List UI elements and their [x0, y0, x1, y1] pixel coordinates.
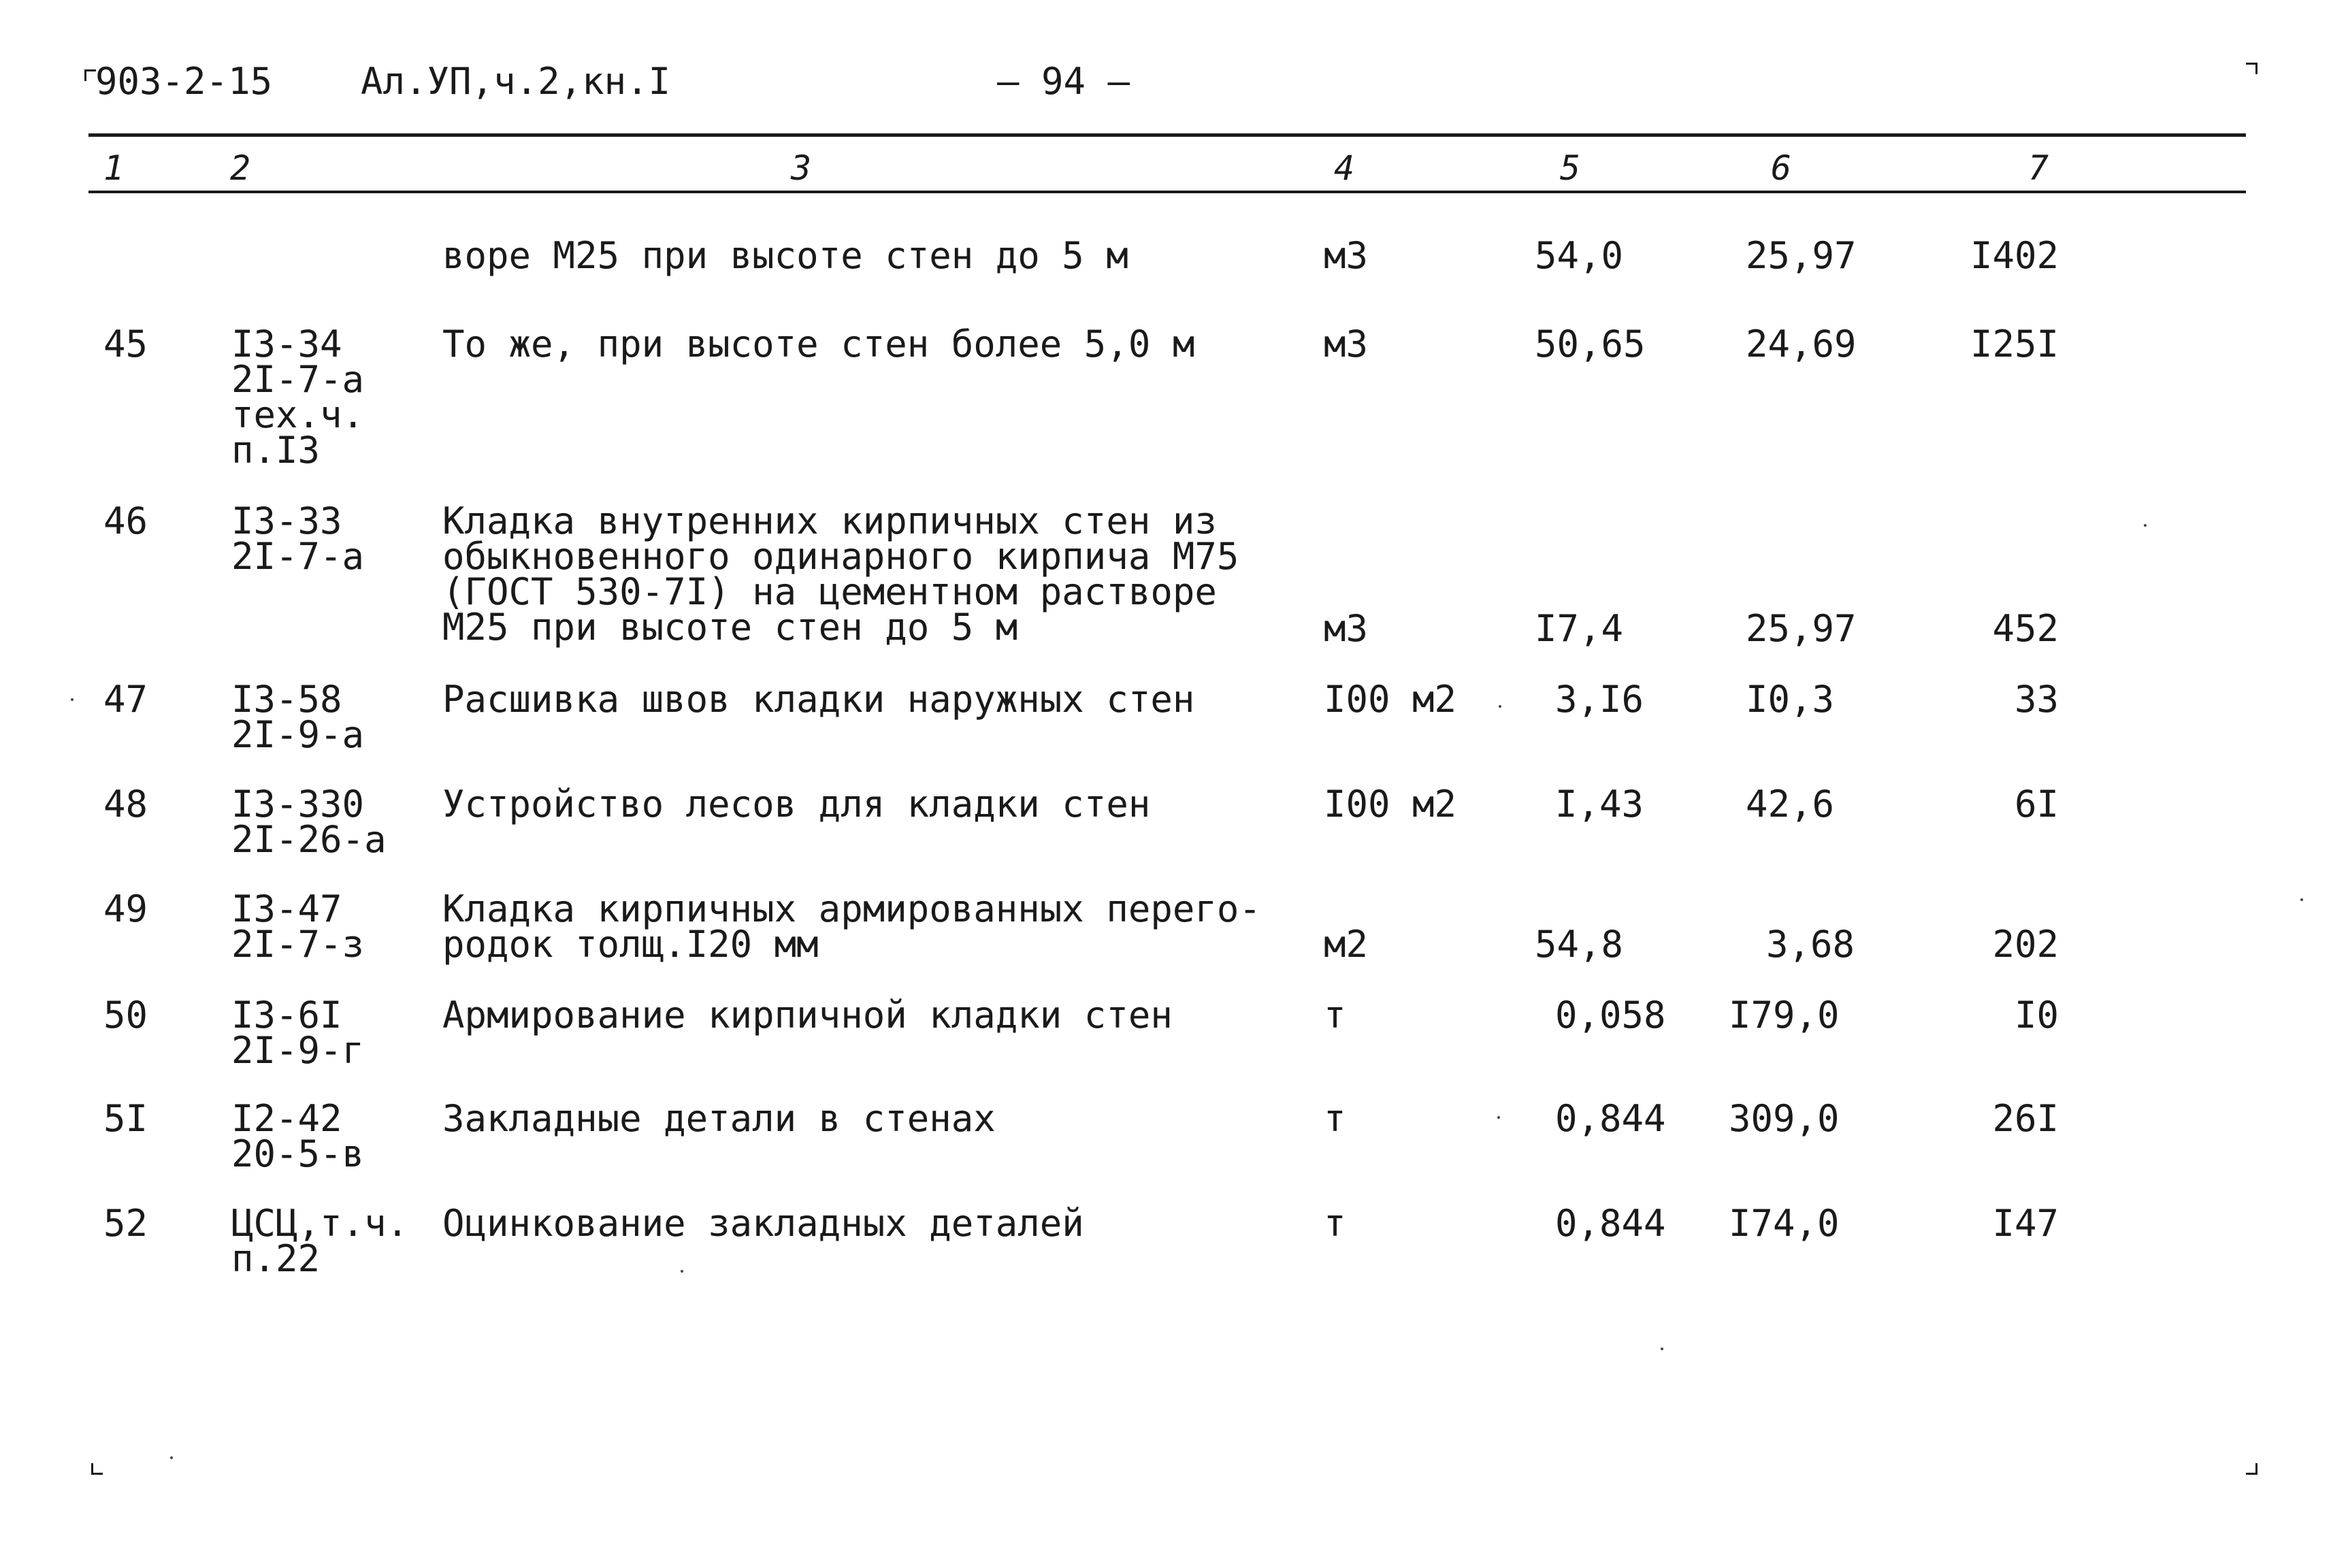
table-row-number: 50	[103, 994, 148, 1036]
table-row-code: I3-58 2I-9-а	[231, 678, 365, 756]
table-row-quantity: I,43	[1555, 783, 1644, 826]
scan-speck	[1497, 1116, 1500, 1119]
column-header-rule	[88, 191, 2246, 193]
table-row-price: 24,69	[1746, 323, 1857, 365]
table-top-rule	[88, 133, 2246, 137]
table-row-description: Кладка кирпичных армированных перего- родок толщ.I20 мм	[442, 887, 1261, 966]
table-row-unit: м3	[1324, 607, 1369, 650]
table-row-price: 309,0	[1729, 1097, 1840, 1140]
table-row-quantity: 54,8	[1535, 923, 1624, 966]
table-row-price: 25,97	[1746, 607, 1857, 650]
table-row-unit: т	[1324, 994, 1346, 1036]
table-row-quantity: 3,I6	[1555, 678, 1644, 721]
table-row-description: То же, при высоте стен более 5,0 м	[442, 323, 1195, 365]
table-row-code: I3-33 2I-7-а	[231, 500, 365, 578]
scan-speck	[2144, 524, 2147, 527]
scan-speck	[2300, 898, 2303, 901]
column-number-1: 1	[103, 148, 125, 188]
table-row-code: I3-6I 2I-9-г	[231, 994, 365, 1072]
table-row-quantity: 54,0	[1535, 234, 1624, 277]
scan-speck	[1499, 705, 1501, 708]
table-row-description: воре М25 при высоте стен до 5 м	[442, 234, 1128, 277]
scan-speck	[681, 1270, 683, 1273]
table-row-total: I0	[2014, 994, 2059, 1036]
table-row-number: 48	[103, 783, 148, 826]
table-row-price: 42,6	[1746, 783, 1835, 826]
table-row-description: Армирование кирпичной кладки стен	[442, 994, 1173, 1036]
table-row-quantity: 0,844	[1555, 1097, 1666, 1140]
corner-mark-top-right	[2246, 63, 2257, 74]
table-row-description: Устройство лесов для кладки стен	[442, 783, 1151, 826]
column-number-4: 4	[1334, 148, 1355, 188]
table-row-number: 47	[103, 678, 148, 721]
table-row-price: 3,68	[1766, 923, 1855, 966]
column-number-7: 7	[2028, 148, 2049, 188]
table-row-unit: I00 м2	[1324, 678, 1457, 721]
table-row-total: I402	[1970, 234, 2059, 277]
column-number-5: 5	[1560, 148, 1581, 188]
scan-speck	[71, 698, 74, 701]
table-row-price: I0,3	[1746, 678, 1835, 721]
table-row-description: Оцинкование закладных деталей	[442, 1202, 1084, 1245]
table-row-code: I3-330 2I-26-а	[231, 783, 387, 861]
table-row-unit: т	[1324, 1202, 1346, 1245]
table-row-unit: м3	[1324, 234, 1369, 277]
table-row-price: I79,0	[1729, 994, 1840, 1036]
corner-mark-bottom-left	[91, 1463, 103, 1475]
scan-speck	[170, 1456, 173, 1459]
page-number: — 94 —	[997, 60, 1130, 103]
table-row-number: 49	[103, 887, 148, 930]
table-row-total: 33	[2014, 678, 2059, 721]
table-row-unit: м3	[1324, 323, 1369, 365]
album-reference: Ал.УП,ч.2,кн.I	[361, 60, 671, 103]
table-row-unit: т	[1324, 1097, 1346, 1140]
table-row-quantity: 0,844	[1555, 1202, 1666, 1245]
table-row-code: I3-34 2I-7-а тех.ч. п.I3	[231, 323, 365, 472]
table-row-number: 5I	[103, 1097, 148, 1140]
table-row-number: 52	[103, 1202, 148, 1245]
corner-mark-bottom-right	[2246, 1463, 2257, 1475]
column-number-3: 3	[791, 148, 812, 188]
table-row-code: I2-42 20-5-в	[231, 1097, 365, 1175]
corner-mark-top-left	[84, 69, 96, 81]
table-row-price: 25,97	[1746, 234, 1857, 277]
column-number-2: 2	[230, 148, 251, 188]
column-number-6: 6	[1771, 148, 1792, 188]
table-row-quantity: 50,65	[1535, 323, 1646, 365]
document-code: 903-2-15	[95, 60, 273, 103]
table-row-unit: I00 м2	[1324, 783, 1457, 826]
table-row-total: I47	[1992, 1202, 2059, 1245]
table-row-number: 46	[103, 500, 148, 542]
table-row-total: 202	[1992, 923, 2059, 966]
table-row-number: 45	[103, 323, 148, 365]
scan-speck	[1661, 1348, 1663, 1350]
table-row-unit: м2	[1324, 923, 1369, 966]
table-row-description: Закладные детали в стенах	[442, 1097, 996, 1140]
table-row-code: ЦСЦ,т.ч. п.22	[231, 1202, 409, 1280]
table-row-total: 6I	[2014, 783, 2059, 826]
table-row-code: I3-47 2I-7-з	[231, 887, 365, 966]
table-row-description: Кладка внутренних кирпичных стен из обыкновенного одинарного кирпича М75 (ГОСТ 530-7I) на цементном растворе М25 при высоте стен до 5 м	[442, 500, 1239, 649]
table-row-description: Расшивка швов кладки наружных стен	[442, 678, 1195, 721]
table-row-total: 452	[1992, 607, 2059, 650]
table-row-price: I74,0	[1729, 1202, 1840, 1245]
table-row-quantity: I7,4	[1535, 607, 1624, 650]
table-row-quantity: 0,058	[1555, 994, 1666, 1036]
table-row-total: I25I	[1970, 323, 2059, 365]
table-row-total: 26I	[1992, 1097, 2059, 1140]
